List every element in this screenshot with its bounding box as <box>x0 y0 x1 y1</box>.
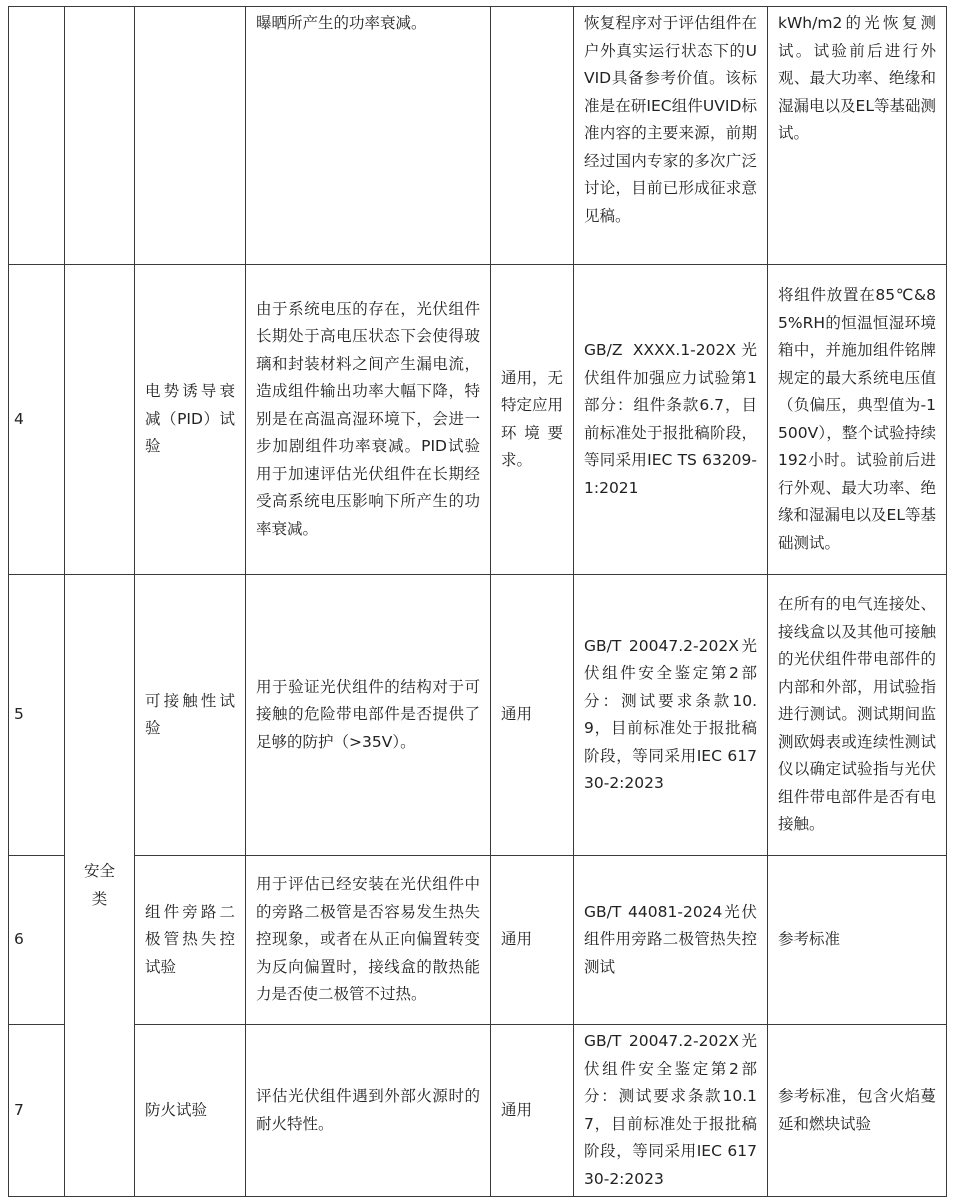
applicability-cell: 通用，无特定应用环境要求。 <box>491 265 574 575</box>
standard-cell: 恢复程序对于评估组件在户外真实运行状态下的UVID具备参考价值。该标准是在研IEC组件UVID标准内容的主要来源，前期经过国内专家的多次广泛讨论，目前已形成征求意见稿。 <box>574 7 768 265</box>
test-name-cell: 可接触性试验 <box>135 575 246 856</box>
test-name-cell <box>135 7 246 265</box>
test-method-cell: kWh/m2的光恢复测试。试验前后进行外观、最大功率、绝缘和湿漏电以及EL等基础测试。 <box>768 7 947 265</box>
test-purpose-cell: 由于系统电压的存在，光伏组件长期处于高电压状态下会使得玻璃和封装材料之间产生漏电流，造成组件输出功率大幅下降，特别是在高温高湿环境下，会进一步加剧组件功率衰减。PID试验用于加速评估光伏组件在长期经受高系统电压影响下所产生的功率衰减。 <box>246 265 491 575</box>
category-cell-safety: 安全 类 <box>65 575 135 1197</box>
test-purpose-cell: 评估光伏组件遇到外部火源时的耐火特性。 <box>246 1025 491 1197</box>
row-number-cell <box>9 7 65 265</box>
test-name-cell: 防火试验 <box>135 1025 246 1197</box>
test-name-cell: 组件旁路二极管热失控试验 <box>135 856 246 1025</box>
test-purpose-cell: 曝晒所产生的功率衰减。 <box>246 7 491 265</box>
category-cell-upper-span <box>65 265 135 575</box>
test-purpose-cell: 用于验证光伏组件的结构对于可接触的危险带电部件是否提供了足够的防护（>35V）。 <box>246 575 491 856</box>
standard-cell: GB/T 20047.2-202X光伏组件安全鉴定第2部分：测试要求条款10.17，目前标准处于报批稿阶段，等同采用IEC 61730-2:2023 <box>574 1025 768 1197</box>
table-row-7 <box>9 1025 947 1197</box>
category-cell-upper <box>65 7 135 265</box>
test-method-cell: 参考标准，包含火焰蔓延和燃块试验 <box>768 1025 947 1197</box>
table-row-6 <box>9 856 947 1025</box>
table-row-5 <box>9 575 947 856</box>
test-name-cell: 电势诱导衰减（PID）试验 <box>135 265 246 575</box>
row-number-cell: 7 <box>9 1025 65 1197</box>
table-row-continuation <box>9 7 947 265</box>
row-number-cell: 4 <box>9 265 65 575</box>
standard-cell: GB/T 44081-2024光伏组件用旁路二极管热失控测试 <box>574 856 768 1025</box>
test-method-cell: 参考标准 <box>768 856 947 1025</box>
test-purpose-cell: 用于评估已经安装在光伏组件中的旁路二极管是否容易发生热失控现象，或者在从正向偏置转变为反向偏置时，接线盒的散热能力是否使二极管不过热。 <box>246 856 491 1025</box>
standard-cell: GB/T 20047.2-202X光伏组件安全鉴定第2部分：测试要求条款10.9，目前标准处于报批稿阶段，等同采用IEC 61730-2:2023 <box>574 575 768 856</box>
applicability-cell: 通用 <box>491 1025 574 1197</box>
applicability-cell: 通用 <box>491 856 574 1025</box>
applicability-cell: 通用 <box>491 575 574 856</box>
test-method-cell: 将组件放置在85℃&85%RH的恒温恒湿环境箱中，并施加组件铭牌规定的最大系统电压值（负偏压，典型值为-1500V），整个试验持续192小时。试验前后进行外观、最大功率、绝缘和湿漏电以及EL等基础测试。 <box>768 265 947 575</box>
standard-cell: GB/Z XXXX.1-202X光伏组件加强应力试验第1部分：组件条款6.7，目前标准处于报批稿阶段，等同采用IEC TS 63209-1:2021 <box>574 265 768 575</box>
test-method-cell: 在所有的电气连接处、接线盒以及其他可接触的光伏组件带电部件的内部和外部，用试验指进行测试。测试期间监测欧姆表或连续性测试仪以确定试验指与光伏组件带电部件是否有电接触。 <box>768 575 947 856</box>
test-standards-table <box>8 6 947 1197</box>
row-number-cell: 6 <box>9 856 65 1025</box>
applicability-cell <box>491 7 574 265</box>
table-row-4 <box>9 265 947 575</box>
row-number-cell: 5 <box>9 575 65 856</box>
